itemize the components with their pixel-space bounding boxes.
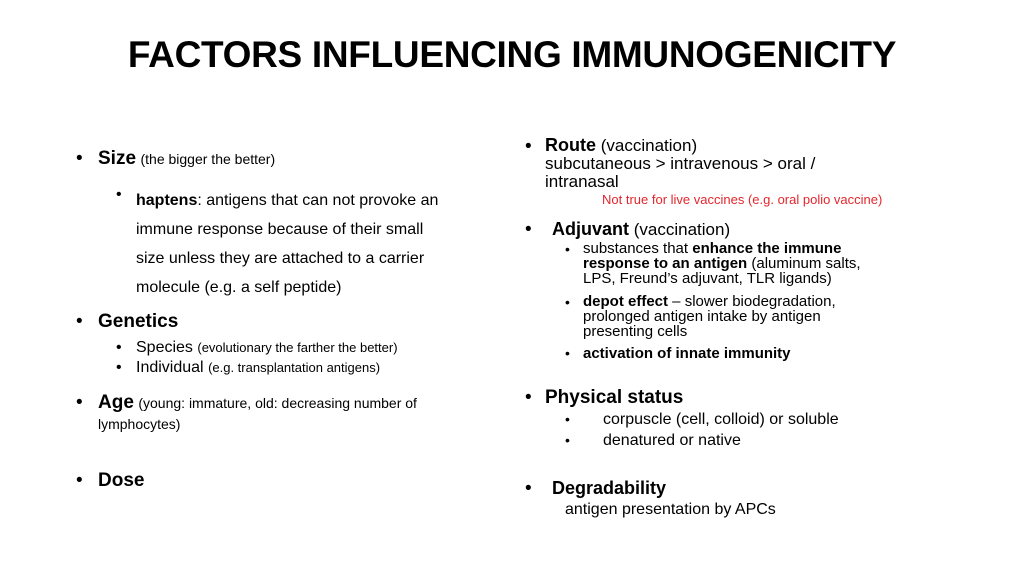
age-label: Age xyxy=(98,392,134,413)
individual-note: (e.g. transplantation antigens) xyxy=(208,360,381,375)
age-note-line2: lymphocytes) xyxy=(98,416,181,432)
species-note: (evolutionary the farther the better) xyxy=(197,340,398,355)
haptens-line4: molecule (e.g. a self peptide) xyxy=(136,279,342,296)
bullet: • xyxy=(565,294,570,310)
haptens-line2: immune response because of their small xyxy=(136,221,424,238)
bullet: • xyxy=(525,387,532,408)
degradability-label: Degradability xyxy=(552,478,667,498)
adjuvant-sub2-line3: presenting cells xyxy=(583,323,688,340)
adjuvant-sub1-bold1: enhance the immune xyxy=(692,240,842,257)
haptens-label: haptens xyxy=(136,192,198,209)
adjuvant-note: (vaccination) xyxy=(633,220,731,239)
slide-title: FACTORS INFLUENCING IMMUNOGENICITY xyxy=(127,34,897,75)
haptens-line1: : antigens that can not provoke an xyxy=(197,192,439,209)
route-label: Route xyxy=(545,135,596,155)
bullet: • xyxy=(116,186,122,203)
bullet: • xyxy=(76,148,83,169)
bullet: • xyxy=(76,392,83,413)
physical-sub2-text: denatured or native xyxy=(603,432,741,449)
bullet: • xyxy=(525,219,532,240)
bullet: • xyxy=(565,432,570,448)
degradability-sub-text: antigen presentation by APCs xyxy=(565,501,776,518)
adjuvant-sub2-line2: prolonged antigen intake by antigen xyxy=(583,308,821,325)
adjuvant-sub1-prefix: substances that xyxy=(583,240,693,257)
adjuvant-sub2-rest: – slower biodegradation, xyxy=(668,293,836,310)
adjuvant-sub2-bold: depot effect xyxy=(583,293,669,310)
bullet: • xyxy=(525,136,532,157)
bullet: • xyxy=(116,359,122,376)
dose-label: Dose xyxy=(98,470,145,491)
adjuvant-sub3-text: activation of innate immunity xyxy=(583,345,791,362)
individual-label: Individual xyxy=(136,359,204,376)
route-line3: intranasal xyxy=(545,172,619,191)
route-line2: subcutaneous > intravenous > oral / xyxy=(545,154,816,173)
bullet: • xyxy=(565,345,570,361)
bullet: • xyxy=(565,241,570,257)
age-note-line1: (young: immature, old: decreasing number of xyxy=(138,395,417,411)
physical-sub1-text: corpuscle (cell, colloid) or soluble xyxy=(603,411,839,428)
species-label: Species xyxy=(136,339,193,356)
adjuvant-sub1-bold2: response to an antigen xyxy=(583,255,748,272)
adjuvant-label: Adjuvant xyxy=(552,219,630,239)
adjuvant-sub1-rest: (aluminum salts, xyxy=(747,255,861,272)
route-red-note: Not true for live vaccines (e.g. oral polio vaccine) xyxy=(602,192,883,207)
bullet: • xyxy=(76,311,83,332)
bullet: • xyxy=(565,411,570,427)
bullet: • xyxy=(116,339,122,356)
bullet: • xyxy=(525,478,532,499)
size-note: (the bigger the better) xyxy=(140,151,276,167)
genetics-label: Genetics xyxy=(98,311,179,332)
route-note: (vaccination) xyxy=(600,136,698,155)
physical-label: Physical status xyxy=(545,387,684,408)
size-label: Size xyxy=(98,148,137,169)
bullet: • xyxy=(76,470,83,491)
adjuvant-sub1-line3: LPS, Freund’s adjuvant, TLR ligands) xyxy=(583,270,832,287)
haptens-line3: size unless they are attached to a carrier xyxy=(136,250,425,267)
